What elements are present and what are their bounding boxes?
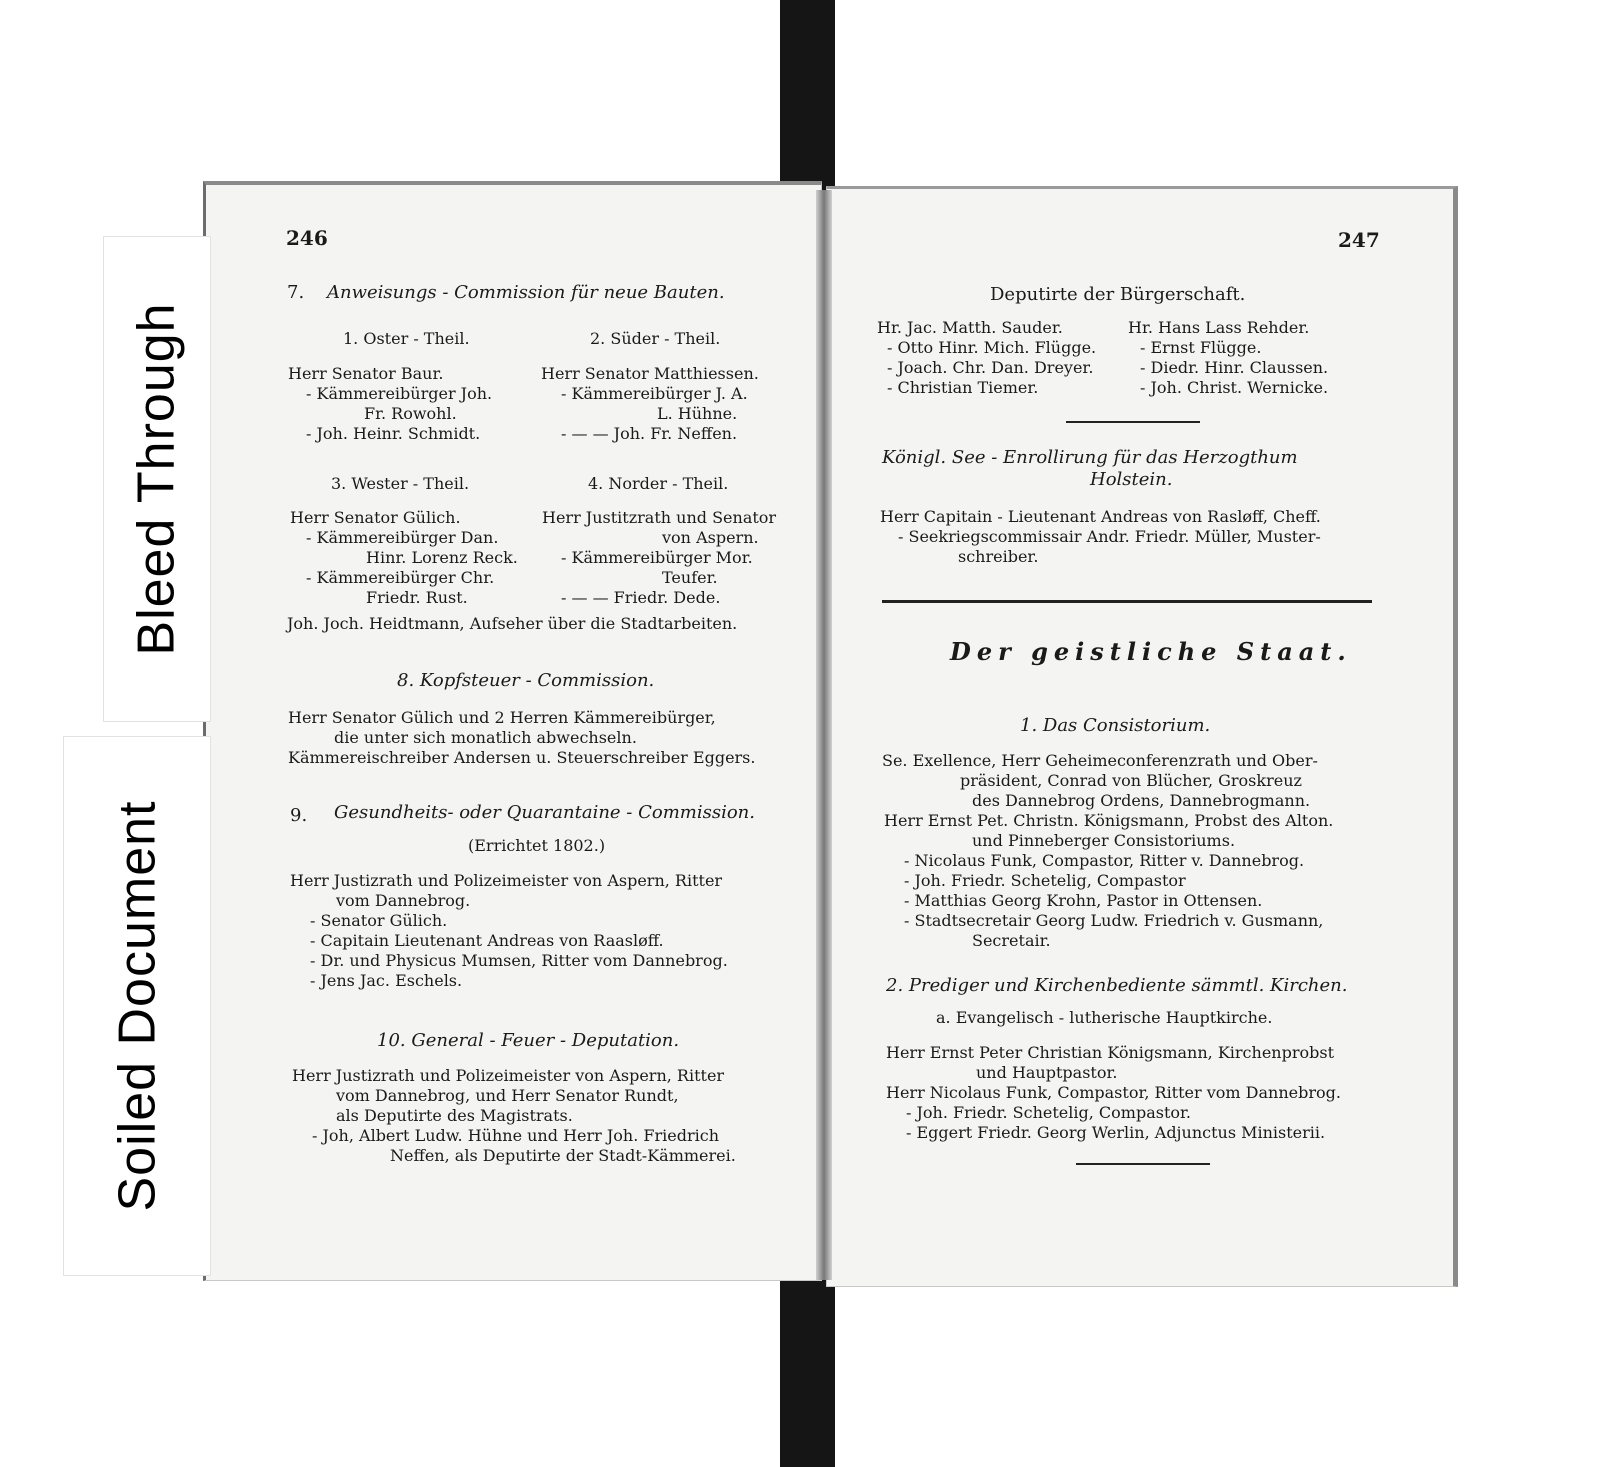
section-8-line: Kämmereischreiber Andersen u. Steuerschreiber Eggers. bbox=[288, 748, 756, 767]
section-7-number: 7. bbox=[287, 282, 305, 303]
section-9-number: 9. bbox=[290, 805, 308, 826]
section-9-title: Gesundheits- oder Quarantaine - Commission. bbox=[334, 802, 755, 823]
right-page-number: 247 bbox=[1338, 228, 1380, 252]
wester-line: Friedr. Rust. bbox=[366, 588, 468, 607]
deputirte-col2-line: Hr. Hans Lass Rehder. bbox=[1128, 318, 1310, 337]
section-divider bbox=[882, 600, 1372, 603]
deputirte-title: Deputirte der Bürgerschaft. bbox=[990, 284, 1246, 305]
sueder-line: - Kämmereibürger J. A. bbox=[561, 384, 748, 403]
consistorium-line: Herr Ernst Pet. Christn. Königsmann, Probst des Alton. bbox=[884, 811, 1334, 830]
section-9-line: Herr Justizrath und Polizeimeister von Aspern, Ritter bbox=[290, 871, 723, 890]
see-enrollirung-line: schreiber. bbox=[958, 547, 1039, 566]
deputirte-col1-line: - Joach. Chr. Dan. Dreyer. bbox=[887, 358, 1094, 377]
deputirte-col2-line: - Joh. Christ. Wernicke. bbox=[1140, 378, 1329, 397]
wester-line: Herr Senator Gülich. bbox=[290, 508, 461, 527]
section-9-line: - Dr. und Physicus Mumsen, Ritter vom Dannebrog. bbox=[310, 951, 728, 970]
consistorium-line: - Joh. Friedr. Schetelig, Compastor bbox=[904, 871, 1186, 890]
norder-line: - — — Friedr. Dede. bbox=[561, 588, 721, 607]
consistorium-line: Secretair. bbox=[972, 931, 1051, 950]
oster-line: Fr. Rowohl. bbox=[364, 404, 457, 423]
wester-line: - Kämmereibürger Dan. bbox=[306, 528, 499, 547]
hauptkirche-line: Herr Nicolaus Funk, Compastor, Ritter vom Dannebrog. bbox=[886, 1083, 1341, 1102]
section-8-line: Herr Senator Gülich und 2 Herren Kämmereibürger, bbox=[288, 708, 716, 727]
section-7-title: Anweisungs - Commission für neue Bauten. bbox=[327, 282, 725, 303]
deputirte-col1-line: - Otto Hinr. Mich. Flügge. bbox=[887, 338, 1097, 357]
see-enrollirung-line: - Seekriegscommissair Andr. Friedr. Müller, Muster- bbox=[898, 527, 1321, 546]
norder-line: Herr Justitzrath und Senator bbox=[542, 508, 777, 527]
oster-line: Herr Senator Baur. bbox=[288, 364, 444, 383]
oster-line: - Joh. Heinr. Schmidt. bbox=[306, 424, 481, 443]
section-9-line: vom Dannebrog. bbox=[336, 891, 471, 910]
consistorium-line: und Pinneberger Consistoriums. bbox=[972, 831, 1236, 850]
hauptkirche-line: - Joh. Friedr. Schetelig, Compastor. bbox=[906, 1103, 1191, 1122]
section-8-line: die unter sich monatlich abwechseln. bbox=[334, 728, 637, 747]
deputirte-col2-line: - Ernst Flügge. bbox=[1140, 338, 1262, 357]
section-divider bbox=[1066, 421, 1200, 423]
hauptkirche-title: a. Evangelisch - lutherische Hauptkirche. bbox=[936, 1008, 1273, 1027]
consistorium-line: Se. Exellence, Herr Geheimeconferenzrath und Ober- bbox=[882, 751, 1318, 770]
section-9-line: - Senator Gülich. bbox=[310, 911, 448, 930]
wester-line: Hinr. Lorenz Reck. bbox=[366, 548, 518, 567]
sueder-theil-heading: 2. Süder - Theil. bbox=[590, 329, 721, 348]
deputirte-col1-line: Hr. Jac. Matth. Sauder. bbox=[877, 318, 1063, 337]
norder-theil-heading: 4. Norder - Theil. bbox=[588, 474, 729, 493]
hauptkirche-line: und Hauptpastor. bbox=[976, 1063, 1118, 1082]
hauptkirche-line: Herr Ernst Peter Christian Königsmann, Kirchenprobst bbox=[886, 1043, 1334, 1062]
bleed-through-label: Bleed Through bbox=[103, 236, 211, 722]
prediger-title: 2. Prediger und Kirchenbediente sämmtl. Kirchen. bbox=[886, 975, 1348, 996]
wester-line: - Kämmereibürger Chr. bbox=[306, 568, 495, 587]
consistorium-line: des Dannebrog Ordens, Dannebrogmann. bbox=[972, 791, 1311, 810]
soiled-document-label: Soiled Document bbox=[63, 736, 211, 1276]
consistorium-line: - Nicolaus Funk, Compastor, Ritter v. Dannebrog. bbox=[904, 851, 1305, 870]
section-10-line: als Deputirte des Magistrats. bbox=[336, 1106, 573, 1125]
sueder-line: - — — Joh. Fr. Neffen. bbox=[561, 424, 738, 443]
section-8-title: 8. Kopfsteuer - Commission. bbox=[397, 670, 655, 691]
deputirte-col1-line: - Christian Tiemer. bbox=[887, 378, 1039, 397]
sueder-line: L. Hühne. bbox=[657, 404, 738, 423]
norder-line: Teufer. bbox=[662, 568, 718, 587]
see-enrollirung-title: Königl. See - Enrollirung für das Herzogthum bbox=[882, 447, 1298, 468]
see-enrollirung-title: Holstein. bbox=[1090, 469, 1173, 490]
consistorium-title: 1. Das Consistorium. bbox=[1020, 715, 1211, 736]
consistorium-line: - Matthias Georg Krohn, Pastor in Ottensen. bbox=[904, 891, 1263, 910]
section-10-line: - Joh, Albert Ludw. Hühne und Herr Joh. Friedrich bbox=[312, 1126, 719, 1145]
aufseher-line: Joh. Joch. Heidtmann, Aufseher über die Stadtarbeiten. bbox=[287, 614, 738, 633]
geistliche-staat-heading: Der geistliche Staat. bbox=[950, 637, 1352, 666]
section-9-line: - Capitain Lieutenant Andreas von Raasløff. bbox=[310, 931, 664, 950]
oster-line: - Kämmereibürger Joh. bbox=[306, 384, 493, 403]
section-9-line: - Jens Jac. Eschels. bbox=[310, 971, 463, 990]
section-9-subtitle: (Errichtet 1802.) bbox=[468, 836, 606, 855]
section-divider bbox=[1076, 1163, 1210, 1165]
consistorium-line: präsident, Conrad von Blücher, Groskreuz bbox=[960, 771, 1302, 790]
deputirte-col2-line: - Diedr. Hinr. Claussen. bbox=[1140, 358, 1329, 377]
section-10-line: Neffen, als Deputirte der Stadt-Kämmerei. bbox=[390, 1146, 736, 1165]
norder-line: - Kämmereibürger Mor. bbox=[561, 548, 753, 567]
wester-theil-heading: 3. Wester - Theil. bbox=[331, 474, 470, 493]
see-enrollirung-line: Herr Capitain - Lieutenant Andreas von Rasløff, Cheff. bbox=[880, 507, 1321, 526]
oster-theil-heading: 1. Oster - Theil. bbox=[343, 329, 470, 348]
page-gutter bbox=[816, 190, 832, 1280]
section-10-line: vom Dannebrog, und Herr Senator Rundt, bbox=[336, 1086, 679, 1105]
consistorium-line: - Stadtsecretair Georg Ludw. Friedrich v. Gusmann, bbox=[904, 911, 1324, 930]
section-10-title: 10. General - Feuer - Deputation. bbox=[377, 1030, 680, 1051]
sueder-line: Herr Senator Matthiessen. bbox=[541, 364, 759, 383]
left-page-number: 246 bbox=[286, 226, 328, 250]
hauptkirche-line: - Eggert Friedr. Georg Werlin, Adjunctus Ministerii. bbox=[906, 1123, 1326, 1142]
norder-line: von Aspern. bbox=[662, 528, 759, 547]
section-10-line: Herr Justizrath und Polizeimeister von Aspern, Ritter bbox=[292, 1066, 725, 1085]
